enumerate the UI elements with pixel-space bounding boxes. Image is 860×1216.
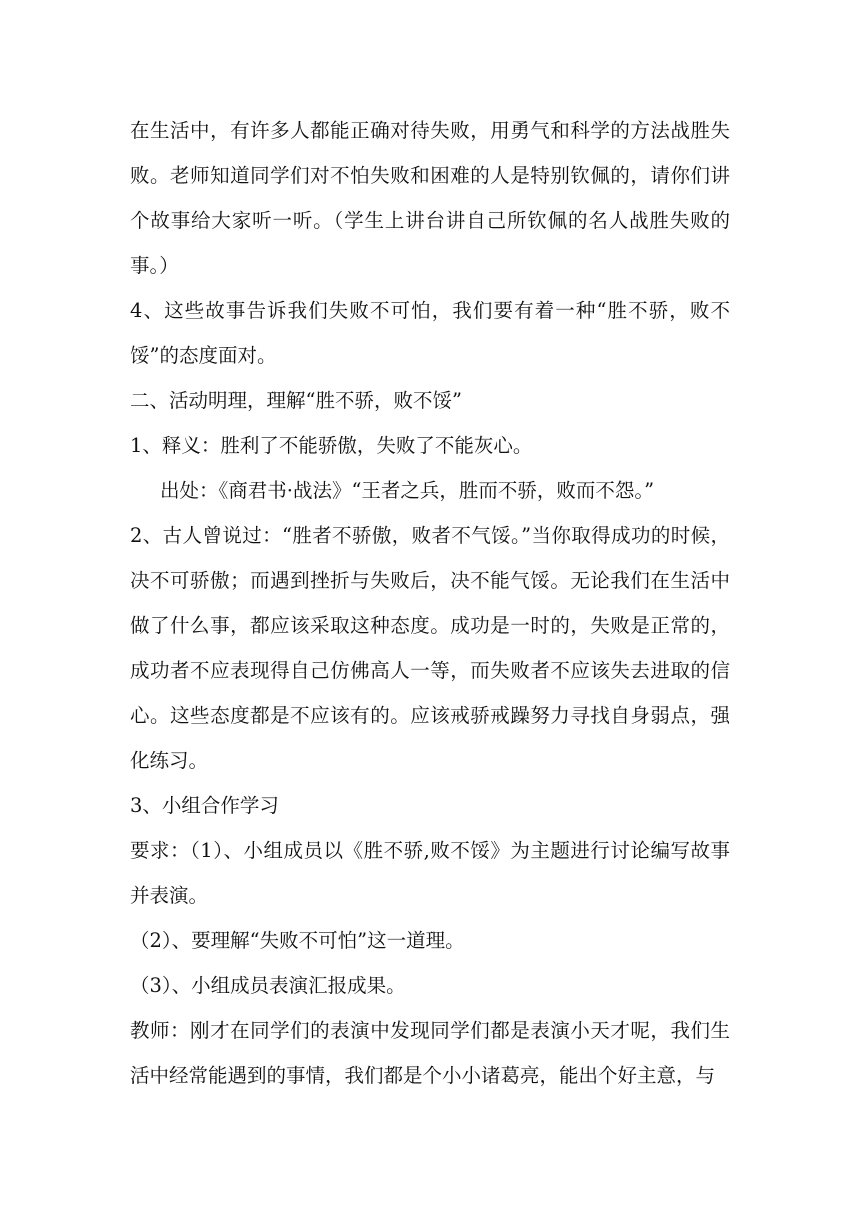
paragraph-ancient-saying: 2、古人曾说过：“胜者不骄傲，败者不气馁。”当你取得成功的时候，决不可骄傲；而遇到挫折与失败后，决不能气馁。无论我们在生活中做了什么事，都应该采取这种态度。成功是一时的，失败是正常的，成功者不应表现得自己仿佛高人一等，而失败者不应该失去进取的信心。这些态度都是不应该有的。应该戒骄戒躁努力寻找自身弱点，强化练习。 [130,524,730,772]
paragraph-teacher: 教师：刚才在同学们的表演中发现同学们都是表演小天才呢，我们生活中经常能遇到的事情，我们都是个小小诸葛亮，能出个好主意，与 [130,1019,730,1087]
paragraph-requirement-1: 要求：（1）、小组成员以《胜不骄,败不馁》为主题进行讨论编写故事并表演。 [130,839,730,907]
paragraph-requirement-3: （3）、小组成员表演汇报成果。 [130,974,406,997]
section-heading-2: 二、活动明理，理解“胜不骄，败不馁” [130,389,462,412]
paragraph-intro: 在生活中，有许多人都能正确对待失败，用勇气和科学的方法战胜失败。老师知道同学们对不怕失败和困难的人是特别钦佩的，请你们讲个故事给大家听一听。（学生上讲台讲自己所钦佩的名人战胜失败的事。） [130,119,730,277]
paragraph-source: 出处：《商君书·战法》“王者之兵，胜而不骄，败而不怨。” [160,479,655,502]
paragraph-group-study: 3、小组合作学习 [130,794,279,817]
document-body [130,108,730,1098]
paragraph-definition: 1、释义：胜利了不能骄傲，失败了不能灰心。 [130,434,533,457]
paragraph-step-4: 4、这些故事告诉我们失败不可怕，我们要有着一种“胜不骄，败不馁”的态度面对。 [130,299,730,367]
paragraph-requirement-2: （2）、要理解“失败不可怕”这一道理。 [130,929,465,952]
